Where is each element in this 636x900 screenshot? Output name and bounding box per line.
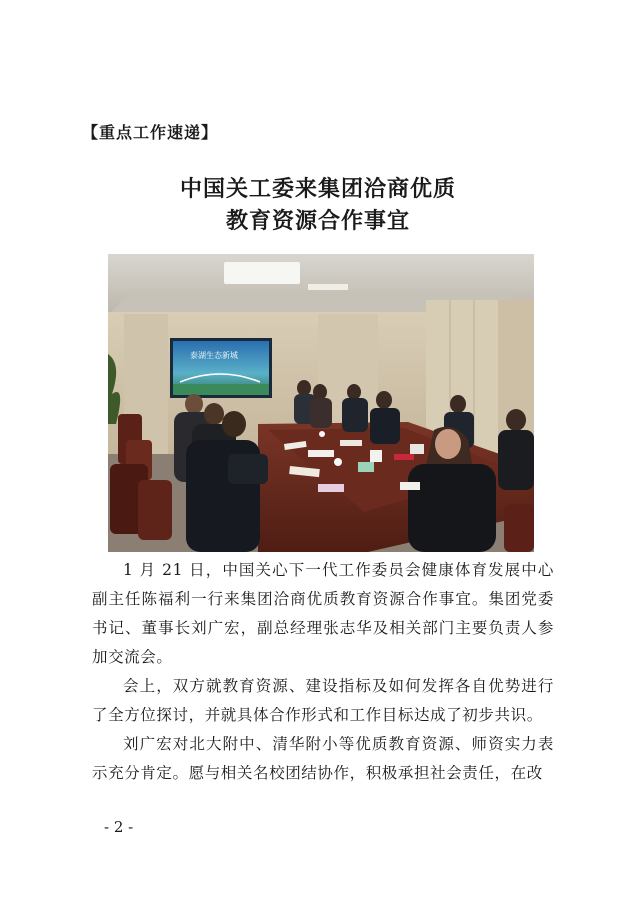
meeting-photo: [108, 254, 534, 552]
title-line-2: 教育资源合作事宜: [225, 208, 410, 234]
screen-text: 泰湖生态新城: [190, 351, 238, 360]
page-number: - 2 -: [104, 818, 134, 836]
paragraph-1: 1 月 21 日，中国关心下一代工作委员会健康体育发展中心副主任陈福利一行来集团洽商优质教育资源合作事宜。集团党委书记、董事长刘广宏，副总经理张志华及相关部门主要负责人参加交流会。: [92, 561, 554, 666]
paragraph-2: 会上，双方就教育资源、建设指标及如何发挥各自优势进行了全方位探讨，并就具体合作形式和工作目标达成了初步共识。: [92, 677, 554, 724]
paragraph-3: 刘广宏对北大附中、清华附小等优质教育资源、师资实力表示充分肯定。愿与相关名校团结协作，积极承担社会责任，在改: [92, 735, 554, 782]
title-line-1: 中国关工委来集团洽商优质: [179, 176, 456, 202]
section-tag: 【重点工作速递】: [82, 123, 219, 142]
